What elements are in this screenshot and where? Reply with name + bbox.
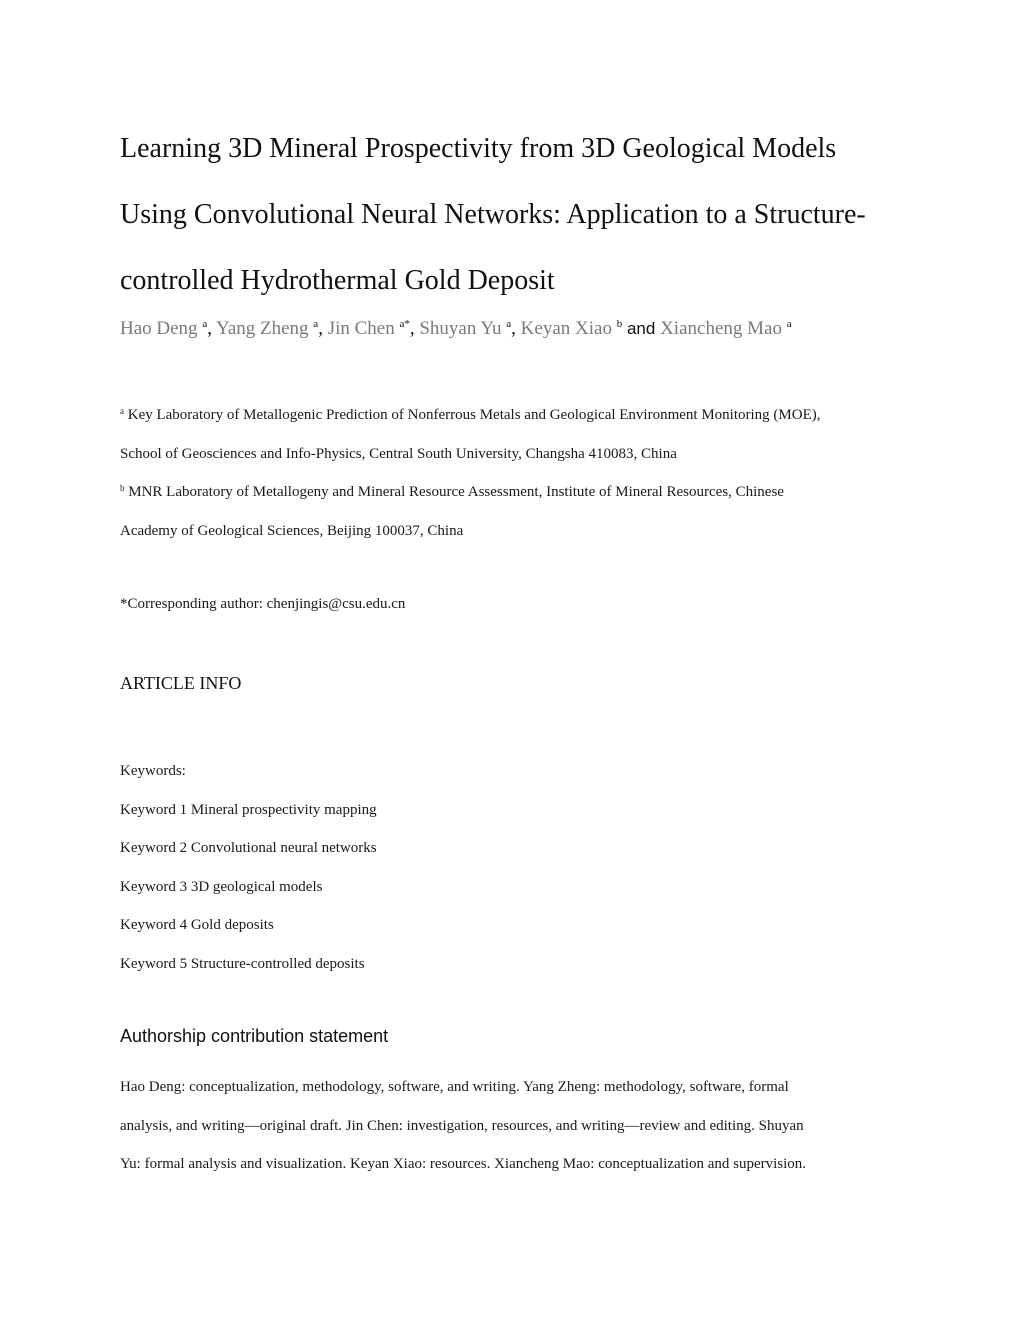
title-line-3: controlled Hydrothermal Gold Deposit [120,265,555,296]
affiliation-a-line-1 [120,396,920,435]
affiliation-b-line-1 [120,473,920,512]
author-name: Hao Deng [120,318,198,339]
author-affiliation-marker: a [786,318,792,330]
contribution-line-3: Yu: formal analysis and visualization. Keyan Xiao: resources. Xiancheng Mao: conceptualization and supervision. [120,1156,807,1172]
contribution-statement [120,1068,920,1184]
contribution-line-2: analysis, and writing—original draft. Jin Chen: investigation, resources, and writing—review and editing. Shuyan [120,1117,804,1134]
keyword-item: Keyword 3 3D geological models [120,878,323,895]
author-separator: , [318,318,328,339]
affiliation-text: Key Laboratory of Metallogenic Prediction of Nonferrous Metals and Geological Environment Monitoring (MOE), [127,407,821,423]
author-affiliation-marker: a [506,318,512,330]
affiliations [120,396,920,550]
affiliation-a-line-2: School of Geosciences and Info-Physics, Central South University, Changsha 410083, China [120,445,677,462]
author-affiliation-marker: a* [399,318,410,330]
author-affiliation-marker: a [313,318,319,330]
affiliation-text: MNR Laboratory of Metallogeny and Mineral Resource Assessment, Institute of Mineral Resources, Chinese [128,484,784,500]
author-separator: , [511,318,521,339]
author-name: Shuyan Yu [419,318,502,339]
author-name: Keyan Xiao [520,318,612,339]
author-name: Jin Chen [327,318,395,339]
keyword-item: Keyword 2 Convolutional neural networks [120,840,377,856]
author-affiliation-marker: b [616,318,623,330]
affiliation-marker: a [120,406,124,416]
contribution-heading: Authorship contribution statement [120,1026,389,1046]
paper-title [120,116,920,314]
keyword-item: Keyword 1 Mineral prospectivity mapping [120,801,377,818]
affiliation-marker: b [120,483,125,493]
keywords-label: Keywords: [120,763,186,779]
author-name: Xiancheng Mao [660,318,782,339]
keyword-item: Keyword 4 Gold deposits [120,917,274,933]
affiliation-b-line-2: Academy of Geological Sciences, Beijing 100037, China [120,522,464,539]
keywords-list [120,752,377,983]
author-separator: , [207,318,216,339]
title-line-1: Learning 3D Mineral Prospectivity from 3D Geological Models [120,133,837,164]
title-line-2: Using Convolutional Neural Networks: Application to a Structure- [120,199,866,230]
author-name: Yang Zheng [216,318,309,339]
author-affiliation-marker: a [202,318,208,330]
article-info-heading: ARTICLE INFO [120,673,242,693]
author-conjunction: and [626,319,656,338]
corresponding-author: *Corresponding author: chenjingis@csu.edu.cn [120,596,406,612]
contribution-line-1: Hao Deng: conceptualization, methodology, software, and writing. Yang Zheng: methodology, software, formal [120,1079,789,1095]
author-list [120,315,792,343]
author-separator: , [409,318,420,339]
keyword-item: Keyword 5 Structure-controlled deposits [120,955,365,972]
